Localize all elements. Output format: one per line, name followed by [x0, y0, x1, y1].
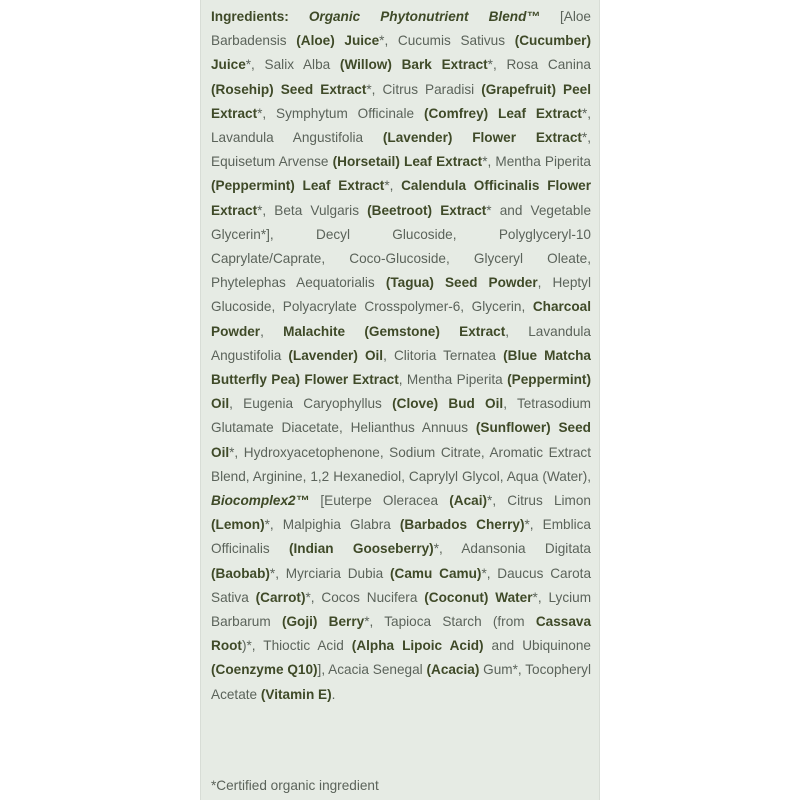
- ingredient-text: , Tetrasodium Glutamate Diacetate, Helianthus Annuus: [211, 396, 591, 436]
- ingredient-text: *, Lavandula Angustifolia: [211, 105, 592, 146]
- ingredient-bold: (Sunflower) Seed Oil: [211, 420, 591, 460]
- ingredient-text: * and Vegetable Glycerin*], Decyl Glucoside, Polyglyceryl-10 Caprylate/Caprate, Coco-Glucoside, Glyceryl Oleate, Phytelephas Aequatorialis: [211, 202, 592, 291]
- ingredient-bold: (Coconut) Water: [424, 589, 533, 605]
- ingredient-text: [Euterpe Oleracea: [309, 493, 450, 509]
- ingredient-bold: (Acai): [449, 493, 488, 509]
- blend-name: Biocomplex2™: [211, 493, 310, 509]
- ingredient-bold: Charcoal Powder: [211, 299, 591, 339]
- ingredient-text: *, Citrus Paradisi: [366, 81, 482, 97]
- ingredient-bold: Malachite (Gemstone) Extract: [283, 323, 506, 339]
- ingredient-text: *, Tapioca Starch (from: [364, 614, 536, 630]
- ingredient-bold: (Cucumber) Juice: [211, 33, 591, 73]
- ingredient-text: , Heptyl Glucoside, Polyacrylate Crosspolymer-6, Glycerin,: [211, 275, 592, 315]
- ingredient-text: *, Malpighia Glabra: [264, 517, 400, 533]
- ingredient-text: *, Mentha Piperita: [482, 154, 591, 170]
- ingredient-text: *, Daucus Carota Sativa: [211, 565, 592, 605]
- ingredient-bold: (Aloe) Juice: [296, 33, 380, 49]
- ingredient-bold: (Rosehip) Seed Extract: [211, 81, 367, 97]
- ingredient-text: , Mentha Piperita: [398, 372, 508, 388]
- ingredient-text: , Eugenia Caryophyllus: [229, 396, 393, 412]
- ingredient-bold: (Goji) Berry: [281, 614, 365, 630]
- ingredient-text: *, Adansonia Digitata: [433, 541, 591, 557]
- ingredient-text: and Ubiquinone: [483, 638, 591, 654]
- ingredient-bold: Calendula Officinalis Flower Extract: [211, 178, 592, 218]
- ingredient-bold: (Beetroot) Extract: [367, 202, 487, 218]
- ingredient-bold: (Camu Camu): [390, 565, 482, 581]
- ingredient-text: .: [331, 686, 336, 702]
- ingredients-heading: Ingredients:: [211, 9, 289, 24]
- ingredient-bold: (Indian Gooseberry): [289, 541, 434, 557]
- ingredients-list: [211, 5, 591, 707]
- ingredient-text: , Clitoria Ternatea: [383, 347, 504, 363]
- blend-name: Organic Phytonutrient Blend™: [308, 9, 540, 24]
- ingredient-bold: (Baobab): [211, 565, 270, 581]
- ingredient-bold: (Blue Matcha Butterfly Pea) Flower Extract: [211, 347, 591, 388]
- ingredient-bold: (Carrot): [255, 589, 306, 605]
- ingredient-bold: Cassava Root: [211, 614, 592, 654]
- organic-footnote: *Certified organic ingredient: [211, 778, 379, 793]
- ingredient-text: *, Cucumis Sativus: [379, 33, 515, 49]
- ingredient-bold: (Acacia): [426, 662, 480, 678]
- ingredient-text: *, Hydroxyacetophenone, Sodium Citrate, Aromatic Extract Blend, Arginine, 1,2 Hexanediol, Caprylyl Glycol, Aqua (Water),: [211, 444, 591, 484]
- ingredient-text: *, Salix Alba: [245, 57, 340, 73]
- ingredient-bold: (Willow) Bark Extract: [339, 57, 488, 73]
- ingredient-text: *, Myrciaria Dubia: [269, 565, 391, 581]
- ingredient-bold: (Peppermint) Leaf Extract: [211, 178, 385, 194]
- ingredient-text: [Aloe Barbadensis: [211, 9, 591, 49]
- ingredient-text: *, Emblica Officinalis: [211, 517, 591, 557]
- ingredient-bold: (Grapefruit) Peel Extract: [211, 81, 591, 121]
- ingredient-bold: (Alpha Lipoic Acid): [351, 638, 484, 654]
- ingredient-text: [289, 9, 309, 24]
- ingredient-bold: (Peppermint) Oil: [211, 372, 591, 412]
- ingredient-text: *, Symphytum Officinale: [257, 105, 424, 121]
- ingredient-text: Gum*, Tocopheryl Acetate: [211, 662, 591, 702]
- ingredient-bold: (Lavender) Oil: [288, 347, 384, 363]
- ingredient-text: *, Beta Vulgaris: [257, 202, 368, 218]
- ingredient-bold: (Lemon): [211, 517, 265, 533]
- ingredient-bold: (Vitamin E): [260, 686, 332, 702]
- ingredient-text: *, Cocos Nucifera: [305, 589, 425, 605]
- ingredient-text: ], Acacia Senegal: [317, 662, 427, 678]
- ingredient-text: *, Rosa Canina: [487, 57, 591, 73]
- ingredient-text: ,: [260, 323, 284, 339]
- ingredient-bold: (Coenzyme Q10): [211, 662, 318, 678]
- ingredient-bold: (Lavender) Flower Extract: [382, 130, 582, 146]
- ingredient-text: *, Lycium Barbarum: [211, 589, 592, 630]
- ingredient-bold: (Tagua) Seed Powder: [385, 275, 538, 291]
- ingredient-bold: (Clove) Bud Oil: [392, 396, 504, 412]
- ingredient-text: *, Equisetum Arvense: [211, 130, 591, 170]
- ingredient-text: *,: [384, 178, 402, 194]
- ingredient-bold: (Horsetail) Leaf Extract: [332, 154, 483, 170]
- ingredient-bold: (Comfrey) Leaf Extract: [423, 105, 582, 121]
- ingredient-text: , Lavandula Angustifolia: [211, 323, 591, 363]
- ingredient-bold: (Barbados Cherry): [399, 517, 525, 533]
- ingredient-text: )*, Thioctic Acid: [241, 638, 352, 654]
- ingredient-text: *, Citrus Limon: [487, 493, 591, 509]
